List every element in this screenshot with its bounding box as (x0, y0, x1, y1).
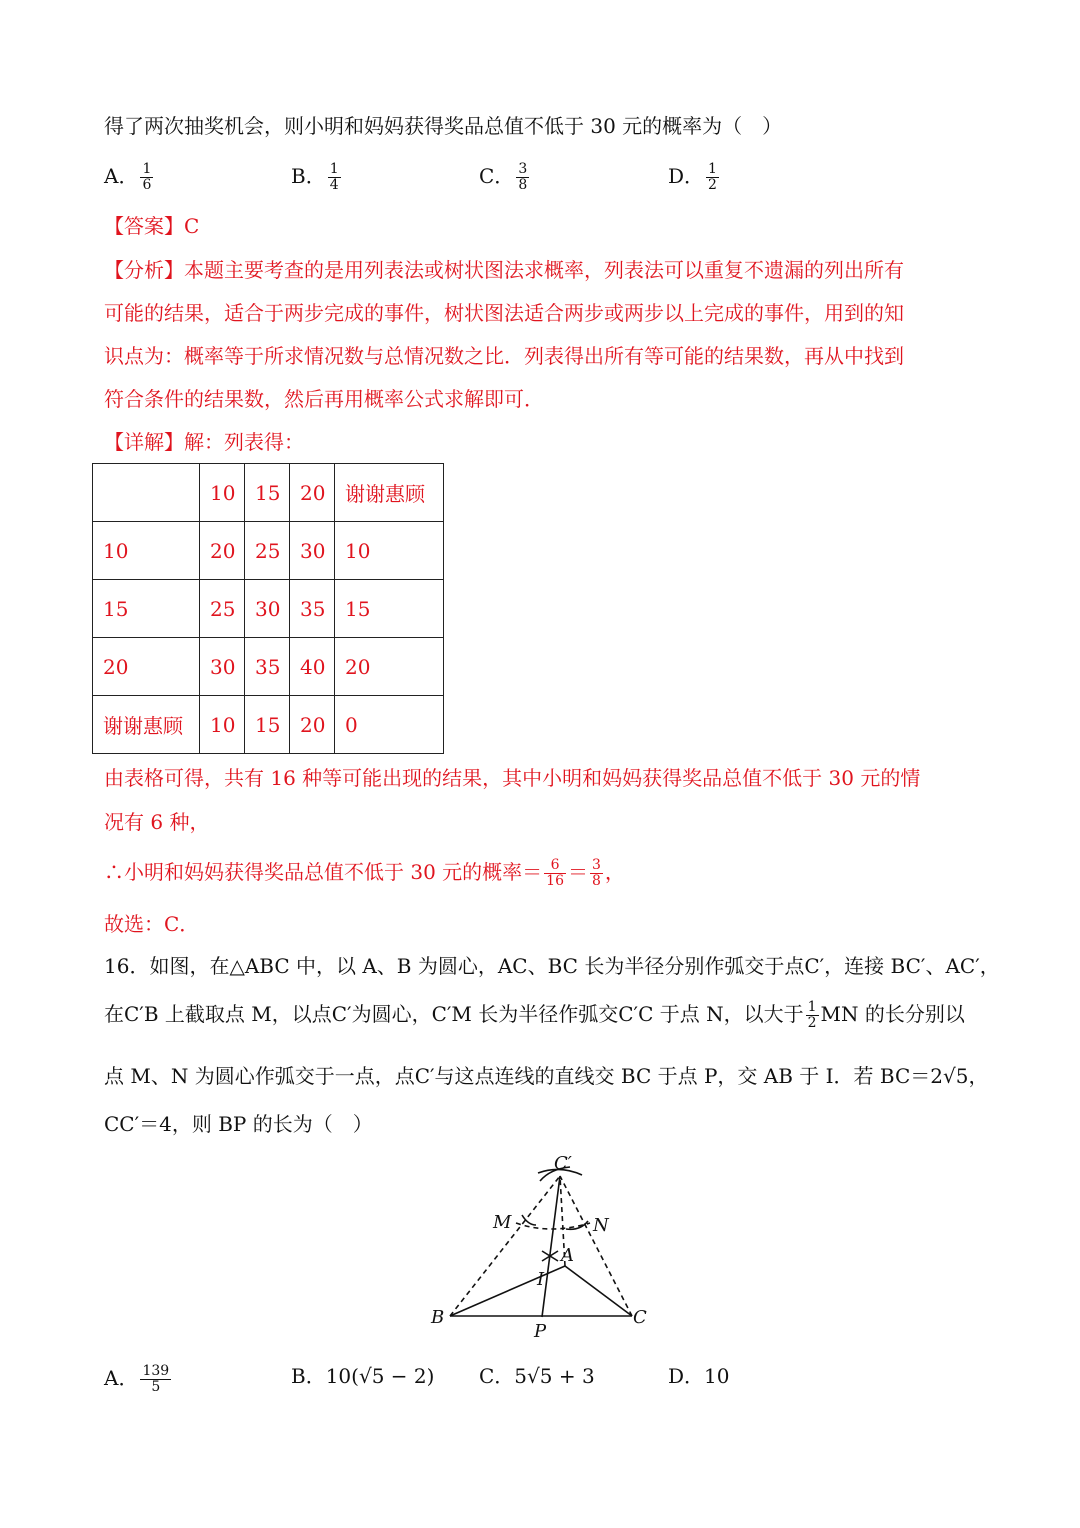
q16-line-1: 16．如图，在△ABC 中，以 A、B 为圆心，AC、BC 长为半径分别作弧交于点C′，连接 BC′、AC′， (104, 954, 1000, 978)
option-b-fraction: $\frac{1}{4}$ (329, 161, 339, 193)
choose-answer: 故选：C． (104, 912, 200, 936)
table-cell: 35 (245, 638, 290, 696)
label-p: P (534, 1321, 547, 1342)
q16-line-3: 点 M、N 为圆心作弧交于一点，点C′与这点连线的直线交 BC 于点 P，交 AB 于 I．若 BC＝2√5， (104, 1064, 989, 1088)
table-cell: 20 (290, 464, 335, 522)
arc-n-mark (566, 1221, 588, 1229)
segment-ac (565, 1266, 632, 1316)
table-cell: 20 (335, 638, 444, 696)
table-cell: 25 (245, 522, 290, 580)
label-i: I (537, 1269, 545, 1290)
q16-option-b: B．10(√5 − 2) (291, 1364, 435, 1388)
analysis-line-2: 可能的结果，适合于两步完成的事件，树状图法适合两步或两步以上完成的事件，用到的知 (104, 301, 904, 325)
table-cell: 35 (290, 580, 335, 638)
option-c-fraction: $\frac{3}{8}$ (518, 161, 528, 193)
analysis-line-3: 识点为：概率等于所求情况数与总情况数之比．列表得出所有等可能的结果数，再从中找到 (104, 344, 904, 368)
option-b (291, 162, 343, 193)
table-row (93, 696, 444, 754)
table-cell: 10 (335, 522, 444, 580)
label-c: C (633, 1307, 647, 1328)
table-cell: 谢谢惠顾 (335, 464, 444, 522)
option-d-fraction: $\frac{1}{2}$ (708, 161, 717, 193)
table-cell: 30 (290, 522, 335, 580)
conclusion-line-1: 由表格可得，共有 16 种等可能出现的结果，其中小明和妈妈获得奖品总值不低于 30 元的情 (104, 766, 921, 790)
table-cell: 15 (245, 464, 290, 522)
label-a: A (561, 1245, 574, 1266)
conclusion-line-2: 况有 6 种， (104, 810, 210, 834)
option-c-label: C． (479, 164, 515, 188)
table-cell: 15 (335, 580, 444, 638)
segment-c-prime-p (542, 1176, 560, 1317)
table-cell: 30 (245, 580, 290, 638)
label-c-prime: C′ (554, 1153, 572, 1174)
table-cell: 40 (290, 638, 335, 696)
probability-table (92, 463, 444, 754)
table-cell (93, 464, 200, 522)
table-cell: 20 (200, 522, 245, 580)
table-cell: 15 (93, 580, 200, 638)
table-cell: 15 (245, 696, 290, 754)
analysis-line-1: 【分析】本题主要考查的是用列表法或树状图法求概率，列表法可以重复不遗漏的列出所有 (104, 258, 904, 282)
q16-option-c: C．5√5 + 3 (479, 1364, 595, 1388)
answer: 【答案】C (104, 214, 200, 238)
table-cell: 10 (93, 522, 200, 580)
q16-line-4: CC′＝4，则 BP 的长为（ ） (104, 1112, 373, 1136)
label-m: M (493, 1212, 512, 1233)
q16-option-a: A． $\frac{139}{5}$ (104, 1363, 170, 1395)
table-row (93, 464, 444, 522)
option-a-label: A． (104, 164, 139, 188)
option-d-label: D． (668, 164, 705, 188)
table-cell: 10 (200, 464, 245, 522)
option-a-fraction: $\frac{1}{6}$ (142, 161, 152, 193)
label-n: N (593, 1215, 609, 1236)
option-a (104, 162, 155, 193)
table-cell: 30 (200, 638, 245, 696)
option-c (479, 162, 531, 193)
label-b: B (431, 1307, 445, 1328)
table-cell: 20 (290, 696, 335, 754)
detail-heading: 【详解】解：列表得： (104, 430, 304, 454)
probability-result: ∴小明和妈妈获得奖品总值不低于 30 元的概率＝ $\frac{6}{16}$ ＝ $\frac{3}{8}$ ， (104, 857, 625, 889)
segment-bc-prime (450, 1176, 560, 1316)
option-b-label: B． (291, 164, 326, 188)
table-cell: 25 (200, 580, 245, 638)
analysis-line-4: 符合条件的结果数，然后再用概率公式求解即可． (104, 387, 544, 411)
table-cell: 20 (93, 638, 200, 696)
option-d (668, 162, 721, 193)
question-stem: 得了两次抽奖机会，则小明和妈妈获得奖品总值不低于 30 元的概率为（ ） (104, 114, 783, 138)
table-row (93, 580, 444, 638)
table-cell: 0 (335, 696, 444, 754)
q16-line-2: 在C′B 上截取点 M，以点C′为圆心，C′M 长为半径作弧交C′C 于点 N，以大于 $\frac{1}{2}$ MN 的长分别以 (104, 999, 965, 1031)
table-cell: 谢谢惠顾 (93, 696, 200, 754)
geometry-figure (420, 1145, 660, 1345)
q16-option-d: D．10 (668, 1364, 730, 1388)
table-row (93, 522, 444, 580)
table-cell: 10 (200, 696, 245, 754)
table-row (93, 638, 444, 696)
